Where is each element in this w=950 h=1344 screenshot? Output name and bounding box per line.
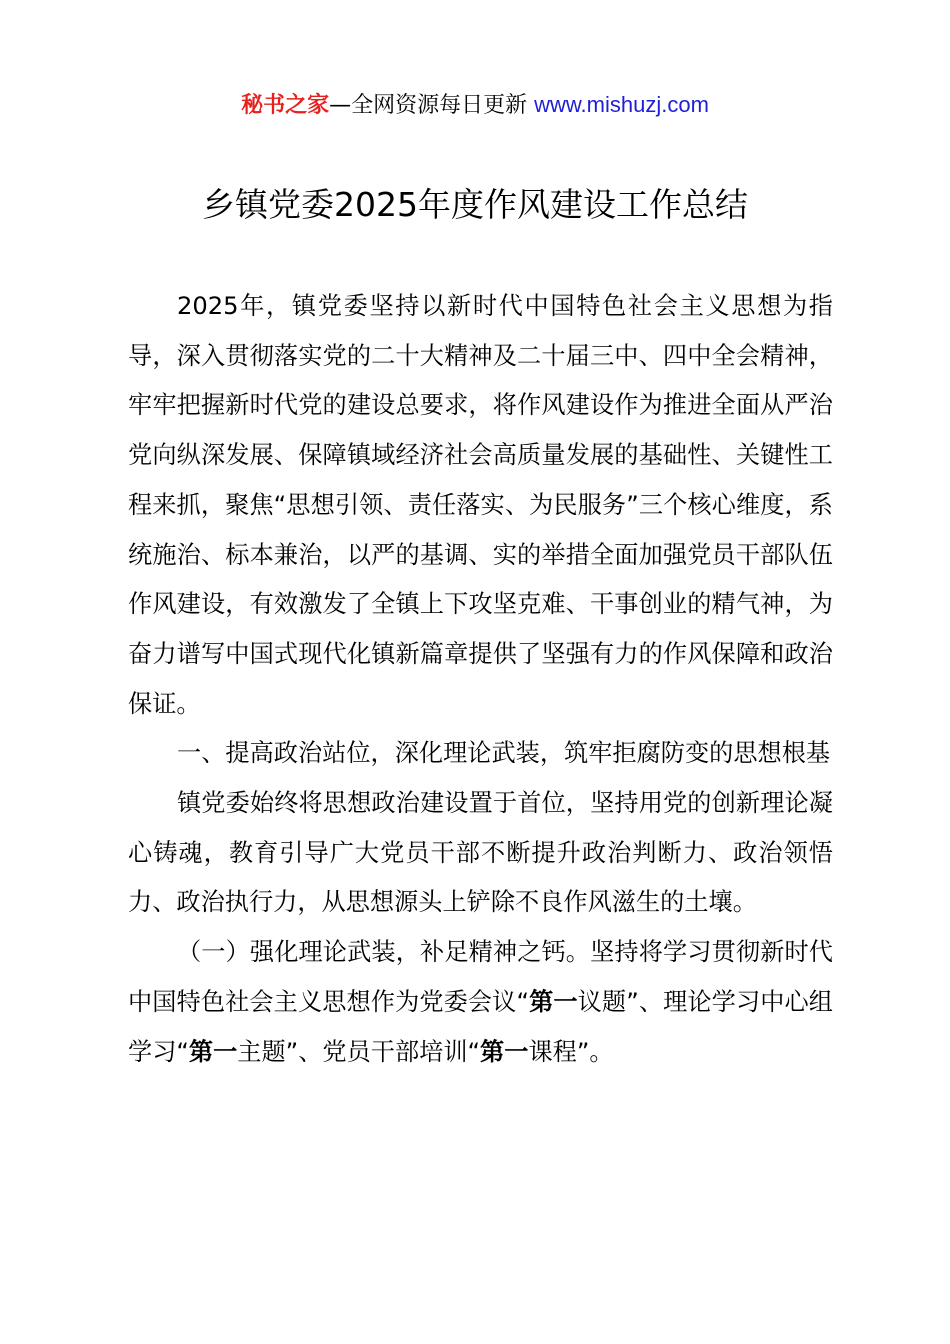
site-header [0,88,950,123]
brand-name: 秘书之家 [241,93,330,118]
subsection-text-part1: （一）强化理论武装，补足精神之钙。坚持将学习贯彻新时代中国特色社会主义思想作为党委会议“ [128,938,833,1016]
emphasis-text: 第一 [188,1037,238,1066]
emphasis-text: 第一 [480,1037,529,1066]
document-title: 乡镇党委2025年度作风建设工作总结 [202,185,748,224]
subsection-text-part3: 主题”、党员干部培训“ [237,1037,481,1066]
subsection-paragraph [128,928,833,1077]
intro-paragraph: 2025年，镇党委坚持以新时代中国特色社会主义思想为指导，深入贯彻落实党的二十大精神及二十届三中、四中全会精神，牢牢把握新时代党的建设总要求，将作风建设作为推进全面从严治党向纵深发展、保障镇域经济社会高质量发展的基础性、关键性工程来抓，聚焦“思想引领、责任落实、为民服务”三个核心维度，系统施治、标本兼治，以严的基调、实的举措全面加强党员干部队伍作风建设，有效激发了全镇上下攻坚克难、干事创业的精气神，为奋力谱写中国式现代化镇新篇章提供了坚强有力的作风保障和政治保证。 [128,292,833,718]
document-body [128,282,833,1077]
subsection-text-part4: 课程”。 [528,1037,614,1066]
emphasis-text: 第一 [529,987,578,1016]
section-heading: 一、提高政治站位，深化理论武装，筑牢拒腐防变的思想根基 [177,739,831,768]
subsection-text-part2: 议题”、理论学习中心组学习“ [128,987,833,1066]
site-url-link[interactable]: www.mishuzj.com [534,92,709,117]
section-paragraph: 镇党委始终将思想政治建设置于首位，坚持用党的创新理论凝心铸魂，教育引导广大党员干部不断提升政治判断力、政治领悟力、政治执行力，从思想源头上铲除不良作风滋生的土壤。 [128,789,833,917]
header-tagline: —全网资源每日更新 [329,93,535,118]
